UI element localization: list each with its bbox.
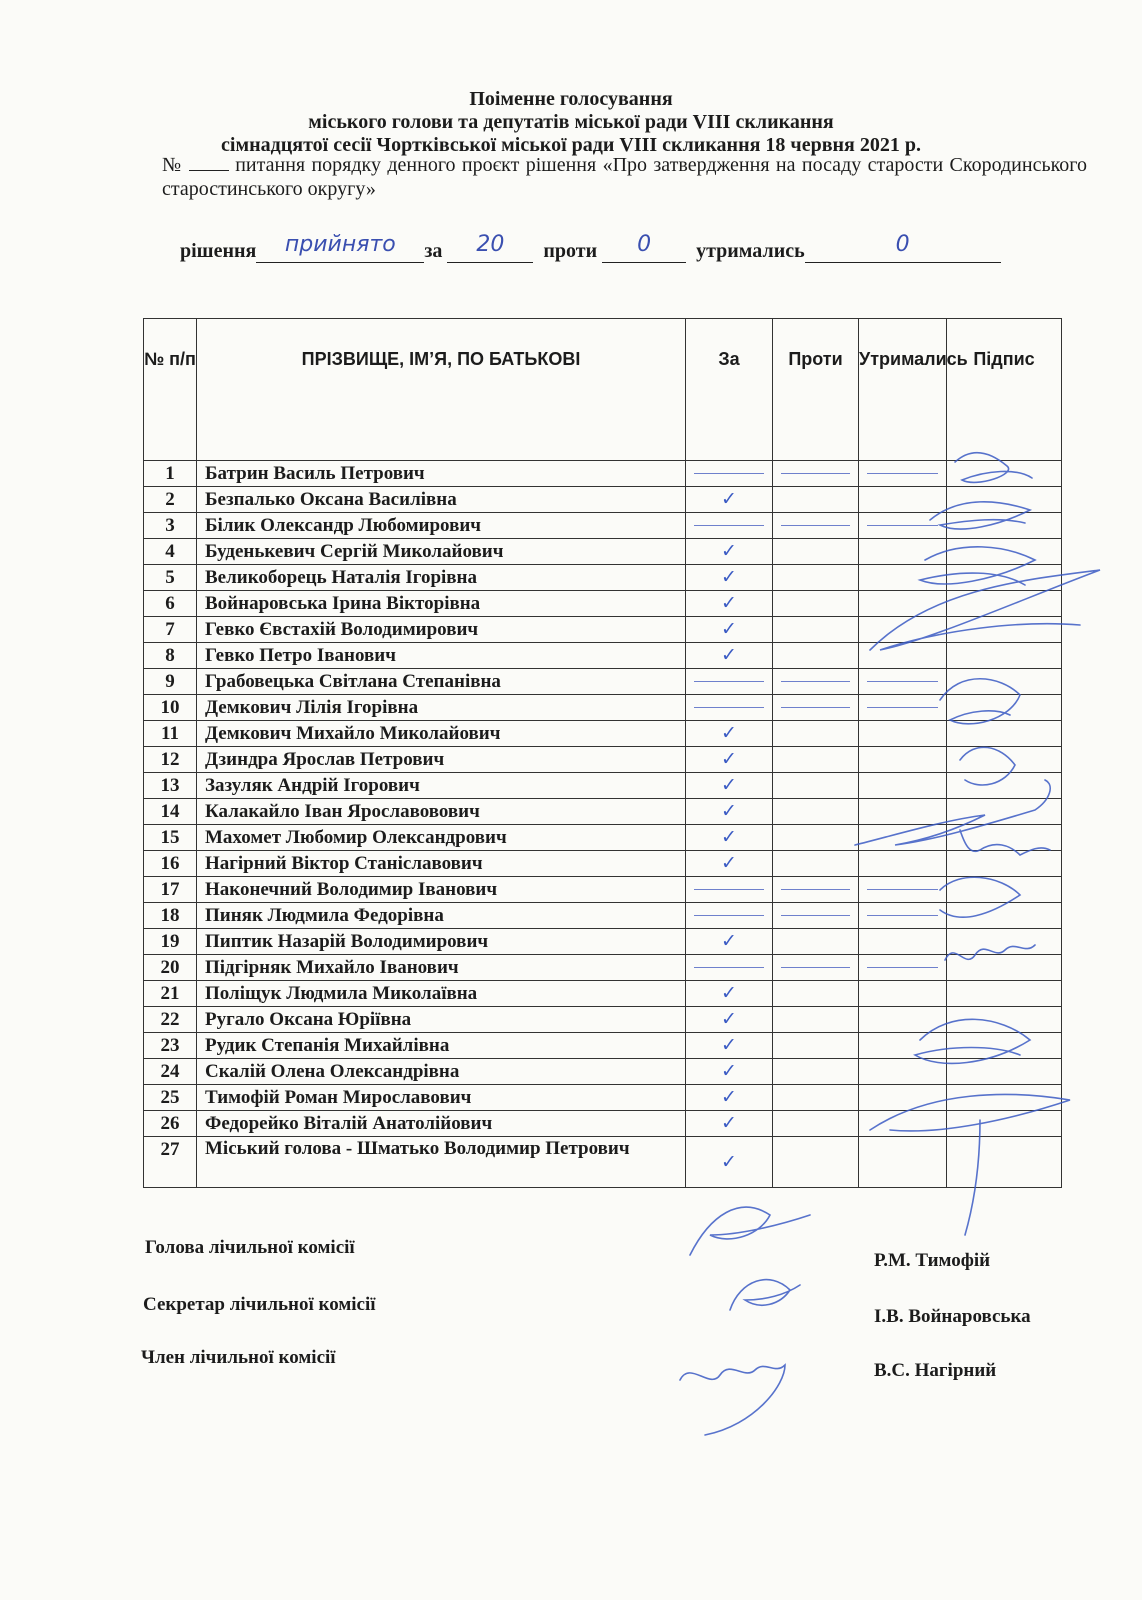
decision-value: прийнято (284, 232, 396, 257)
document-subtitle: міського голови та депутатів міської ради VIII скликання (308, 111, 834, 133)
vote-for-cell (686, 1085, 773, 1111)
secretary-label: Секретар лічильної комісії (143, 1294, 376, 1315)
row-number: 8 (144, 643, 197, 669)
table-row (144, 487, 1062, 513)
row-number: 14 (144, 799, 197, 825)
vote-against-cell (773, 903, 859, 929)
vote-for-cell (686, 1007, 773, 1033)
chair-name: Р.М. Тимофій (874, 1250, 991, 1271)
row-number: 2 (144, 487, 197, 513)
member-label: Член лічильної комісії (141, 1347, 336, 1368)
no-vote-dash (694, 915, 764, 916)
table-row (144, 565, 1062, 591)
row-number: 24 (144, 1059, 197, 1085)
against-value: 0 (637, 232, 652, 257)
vote-against-cell (773, 825, 859, 851)
no-vote-dash (867, 473, 938, 474)
vote-abstained-cell (859, 981, 947, 1007)
deputy-name: Буденькевич Сергій Миколайович (197, 539, 686, 565)
deputy-name: Пиптик Назарій Володимирович (197, 929, 686, 955)
row-number: 26 (144, 1111, 197, 1137)
table-row (144, 591, 1062, 617)
table-row (144, 955, 1062, 981)
secretary-signature-icon (730, 1280, 800, 1310)
checkmark-icon: ✓ (721, 800, 737, 822)
vote-against-cell (773, 669, 859, 695)
vote-against-cell (773, 877, 859, 903)
table-body (144, 461, 1062, 1188)
row-number: 15 (144, 825, 197, 851)
deputy-name: Скалій Олена Олександрівна (197, 1059, 686, 1085)
vote-abstained-cell (859, 695, 947, 721)
row-number: 12 (144, 747, 197, 773)
vote-against-cell (773, 1007, 859, 1033)
vote-abstained-cell (859, 955, 947, 981)
row-number: 6 (144, 591, 197, 617)
vote-for-cell (686, 955, 773, 981)
table-row (144, 799, 1062, 825)
table-row (144, 721, 1062, 747)
signature-cell (947, 669, 1062, 695)
abstained-field (805, 232, 1001, 263)
deputy-name: Гевко Євстахій Володимирович (197, 617, 686, 643)
table-row (144, 929, 1062, 955)
no-vote-dash (781, 473, 850, 474)
signature-cell (947, 877, 1062, 903)
checkmark-icon: ✓ (721, 982, 737, 1004)
agenda-number-sign: № (162, 154, 183, 176)
chair-label: Голова лічильної комісії (145, 1237, 355, 1258)
row-number: 3 (144, 513, 197, 539)
vote-abstained-cell (859, 903, 947, 929)
checkmark-icon: ✓ (721, 1150, 737, 1173)
signature-cell (947, 1033, 1062, 1059)
row-number: 25 (144, 1085, 197, 1111)
deputy-name: Підгірняк Михайло Іванович (197, 955, 686, 981)
table-row (144, 669, 1062, 695)
deputy-name: Демкович Михайло Миколайович (197, 721, 686, 747)
signature-cell (947, 825, 1062, 851)
checkmark-icon: ✓ (721, 1086, 737, 1108)
vote-against-cell (773, 955, 859, 981)
no-vote-dash (867, 707, 938, 708)
signature-cell (947, 617, 1062, 643)
deputy-name: Гевко Петро Іванович (197, 643, 686, 669)
vote-against-cell (773, 851, 859, 877)
vote-for-cell (686, 721, 773, 747)
no-vote-dash (694, 707, 764, 708)
signature-cell (947, 1111, 1062, 1137)
signature-cell (947, 1085, 1062, 1111)
table-row (144, 981, 1062, 1007)
vote-abstained-cell (859, 617, 947, 643)
table-row (144, 877, 1062, 903)
checkmark-icon: ✓ (721, 592, 737, 614)
member-name: В.С. Нагірний (874, 1360, 997, 1381)
vote-against-cell (773, 643, 859, 669)
agenda-number-blank (189, 156, 229, 171)
no-vote-dash (694, 525, 764, 526)
document-title: Поіменне голосування (469, 88, 673, 110)
vote-abstained-cell (859, 1059, 947, 1085)
checkmark-icon: ✓ (721, 540, 737, 562)
row-number: 7 (144, 617, 197, 643)
vote-for-cell (686, 1059, 773, 1085)
signature-cell (947, 929, 1062, 955)
table-row (144, 513, 1062, 539)
table-row (144, 1007, 1062, 1033)
vote-abstained-cell (859, 721, 947, 747)
vote-against-cell (773, 539, 859, 565)
deputy-name: Пиняк Людмила Федорівна (197, 903, 686, 929)
vote-against-cell (773, 1059, 859, 1085)
member-signature-icon (680, 1365, 785, 1435)
header-for: За (686, 319, 773, 461)
table-row (144, 617, 1062, 643)
signature-cell (947, 1059, 1062, 1085)
row-number: 20 (144, 955, 197, 981)
header-against: Проти (773, 319, 859, 461)
table-row (144, 1085, 1062, 1111)
vote-against-cell (773, 1137, 859, 1188)
no-vote-dash (781, 889, 850, 890)
vote-against-cell (773, 461, 859, 487)
vote-against-cell (773, 591, 859, 617)
vote-for-cell (686, 513, 773, 539)
header-signature: Підпис (947, 319, 1062, 461)
vote-against-cell (773, 1033, 859, 1059)
session-line: сімнадцятої сесії Чортківської міської ради VIII скликання 18 червня 2021 р. (221, 134, 921, 156)
vote-against-cell (773, 721, 859, 747)
vote-for-cell (686, 643, 773, 669)
signature-cell (947, 1007, 1062, 1033)
checkmark-icon: ✓ (721, 748, 737, 770)
deputy-name: Міський голова - Шматько Володимир Петрович (197, 1137, 686, 1188)
row-number: 22 (144, 1007, 197, 1033)
no-vote-dash (867, 967, 938, 968)
vote-against-cell (773, 929, 859, 955)
table-row (144, 1111, 1062, 1137)
against-field (602, 232, 686, 263)
deputy-name: Батрин Василь Петрович (197, 461, 686, 487)
vote-abstained-cell (859, 877, 947, 903)
secretary-name: І.В. Войнаровська (874, 1306, 1031, 1327)
table-header-row (144, 319, 1062, 461)
row-number: 5 (144, 565, 197, 591)
vote-against-cell (773, 565, 859, 591)
row-number: 4 (144, 539, 197, 565)
signature-cell (947, 747, 1062, 773)
vote-for-cell (686, 747, 773, 773)
signature-cell (947, 721, 1062, 747)
vote-abstained-cell (859, 799, 947, 825)
deputy-name: Нагірний Віктор Станіславович (197, 851, 686, 877)
vote-against-cell (773, 1085, 859, 1111)
vote-for-cell (686, 773, 773, 799)
vote-abstained-cell (859, 461, 947, 487)
no-vote-dash (694, 473, 764, 474)
vote-against-cell (773, 1111, 859, 1137)
deputy-name: Великоборець Наталія Ігорівна (197, 565, 686, 591)
table-row (144, 773, 1062, 799)
row-number: 17 (144, 877, 197, 903)
row-number: 21 (144, 981, 197, 1007)
table-row (144, 461, 1062, 487)
vote-for-cell (686, 877, 773, 903)
vote-abstained-cell (859, 851, 947, 877)
deputy-name: Калакайло Іван Ярославовович (197, 799, 686, 825)
vote-abstained-cell (859, 513, 947, 539)
vote-for-cell (686, 617, 773, 643)
deputy-name: Дзиндра Ярослав Петрович (197, 747, 686, 773)
vote-for-cell (686, 487, 773, 513)
row-number: 10 (144, 695, 197, 721)
vote-against-cell (773, 799, 859, 825)
checkmark-icon: ✓ (721, 826, 737, 848)
checkmark-icon: ✓ (721, 1060, 737, 1082)
vote-for-cell (686, 1111, 773, 1137)
deputy-name: Безпалько Оксана Василівна (197, 487, 686, 513)
vote-for-cell (686, 1033, 773, 1059)
signature-cell (947, 487, 1062, 513)
deputy-name: Поліщук Людмила Миколаївна (197, 981, 686, 1007)
vote-abstained-cell (859, 825, 947, 851)
vote-abstained-cell (859, 929, 947, 955)
vote-abstained-cell (859, 643, 947, 669)
deputy-name: Наконечний Володимир Іванович (197, 877, 686, 903)
agenda-item (162, 153, 1087, 201)
abstained-label: утримались (696, 240, 805, 262)
row-number: 1 (144, 461, 197, 487)
for-field (447, 232, 533, 263)
vote-abstained-cell (859, 1033, 947, 1059)
vote-against-cell (773, 617, 859, 643)
vote-abstained-cell (859, 773, 947, 799)
vote-for-cell (686, 825, 773, 851)
vote-abstained-cell (859, 539, 947, 565)
checkmark-icon: ✓ (721, 1008, 737, 1030)
signature-cell (947, 955, 1062, 981)
signature-cell (947, 799, 1062, 825)
row-number: 23 (144, 1033, 197, 1059)
checkmark-icon: ✓ (721, 722, 737, 744)
vote-against-cell (773, 513, 859, 539)
checkmark-icon: ✓ (721, 930, 737, 952)
abstained-value: 0 (895, 232, 910, 257)
decision-field (256, 232, 424, 263)
vote-abstained-cell (859, 669, 947, 695)
table-row (144, 1137, 1062, 1188)
signature-cell (947, 643, 1062, 669)
checkmark-icon: ✓ (721, 488, 737, 510)
row-number: 16 (144, 851, 197, 877)
checkmark-icon: ✓ (721, 852, 737, 874)
signature-cell (947, 903, 1062, 929)
deputy-name: Федорейко Віталій Анатолійович (197, 1111, 686, 1137)
vote-for-cell (686, 461, 773, 487)
signature-cell (947, 565, 1062, 591)
row-number: 9 (144, 669, 197, 695)
for-label: за (424, 240, 443, 262)
row-number: 18 (144, 903, 197, 929)
vote-against-cell (773, 487, 859, 513)
checkmark-icon: ✓ (721, 644, 737, 666)
vote-for-cell (686, 1137, 773, 1188)
deputy-name: Войнаровська Ірина Вікторівна (197, 591, 686, 617)
table-row (144, 539, 1062, 565)
vote-against-cell (773, 695, 859, 721)
vote-for-cell (686, 981, 773, 1007)
against-label: проти (543, 240, 598, 262)
row-number: 13 (144, 773, 197, 799)
chair-signature-icon (690, 1207, 810, 1255)
checkmark-icon: ✓ (721, 618, 737, 640)
no-vote-dash (694, 967, 764, 968)
vote-abstained-cell (859, 747, 947, 773)
vote-for-cell (686, 799, 773, 825)
for-value: 20 (476, 232, 505, 257)
vote-abstained-cell (859, 1137, 947, 1188)
vote-abstained-cell (859, 565, 947, 591)
vote-abstained-cell (859, 591, 947, 617)
table-row (144, 747, 1062, 773)
signature-cell (947, 695, 1062, 721)
signature-cell (947, 1137, 1062, 1188)
no-vote-dash (781, 967, 850, 968)
signature-cell (947, 851, 1062, 877)
table-row (144, 903, 1062, 929)
no-vote-dash (694, 889, 764, 890)
vote-for-cell (686, 539, 773, 565)
no-vote-dash (781, 525, 850, 526)
table-row (144, 825, 1062, 851)
no-vote-dash (867, 681, 938, 682)
row-number: 27 (144, 1137, 197, 1188)
row-number: 19 (144, 929, 197, 955)
signature-cell (947, 513, 1062, 539)
checkmark-icon: ✓ (721, 1112, 737, 1134)
signature-cell (947, 461, 1062, 487)
signature-cell (947, 981, 1062, 1007)
deputy-name: Демкович Лілія Ігорівна (197, 695, 686, 721)
agenda-item-text: питання порядку денного проєкт рішення «Про затвердження на посаду старости Скородинського старостинського округу» (162, 154, 1087, 200)
decision-label: рішення (180, 240, 257, 262)
no-vote-dash (781, 681, 850, 682)
no-vote-dash (781, 707, 850, 708)
vote-abstained-cell (859, 1111, 947, 1137)
vote-for-cell (686, 591, 773, 617)
vote-for-cell (686, 929, 773, 955)
deputy-name: Зазуляк Андрій Ігорович (197, 773, 686, 799)
vote-against-cell (773, 773, 859, 799)
header-name: ПРІЗВИЩЕ, ІМ’Я, ПО БАТЬКОВІ (197, 319, 686, 461)
table-row (144, 851, 1062, 877)
no-vote-dash (781, 915, 850, 916)
vote-abstained-cell (859, 487, 947, 513)
checkmark-icon: ✓ (721, 774, 737, 796)
voting-results (180, 232, 1001, 263)
vote-abstained-cell (859, 1007, 947, 1033)
row-number: 11 (144, 721, 197, 747)
no-vote-dash (694, 681, 764, 682)
table-row (144, 695, 1062, 721)
deputy-name: Ругало Оксана Юріївна (197, 1007, 686, 1033)
no-vote-dash (867, 525, 938, 526)
checkmark-icon: ✓ (721, 566, 737, 588)
no-vote-dash (867, 889, 938, 890)
checkmark-icon: ✓ (721, 1034, 737, 1056)
vote-for-cell (686, 695, 773, 721)
vote-against-cell (773, 747, 859, 773)
vote-for-cell (686, 851, 773, 877)
deputy-name: Рудик Степанія Михайлівна (197, 1033, 686, 1059)
vote-abstained-cell (859, 1085, 947, 1111)
table-row (144, 1059, 1062, 1085)
vote-against-cell (773, 981, 859, 1007)
signature-cell (947, 773, 1062, 799)
vote-for-cell (686, 669, 773, 695)
deputy-name: Махомет Любомир Олександрович (197, 825, 686, 851)
signature-cell (947, 539, 1062, 565)
deputy-name: Тимофій Роман Мирославович (197, 1085, 686, 1111)
table-row (144, 643, 1062, 669)
deputy-name: Білик Олександр Любомирович (197, 513, 686, 539)
signature-cell (947, 591, 1062, 617)
roll-call-table (143, 318, 1062, 1188)
no-vote-dash (867, 915, 938, 916)
header-number: № п/п (144, 319, 197, 461)
deputy-name: Грабовецька Світлана Степанівна (197, 669, 686, 695)
vote-for-cell (686, 903, 773, 929)
vote-for-cell (686, 565, 773, 591)
header-abstained: Утримались (859, 319, 947, 461)
table-row (144, 1033, 1062, 1059)
